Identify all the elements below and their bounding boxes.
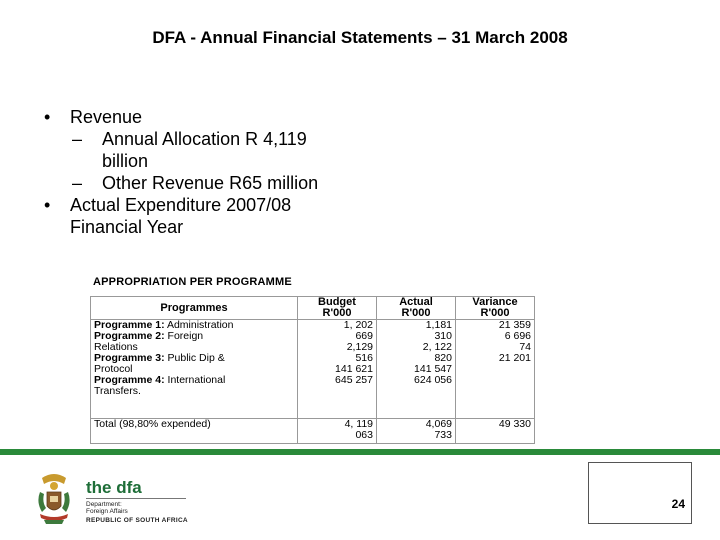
- bullet-dot: •: [44, 195, 51, 215]
- total-actual: 4,069 733: [377, 419, 456, 444]
- department-label: Department: Foreign Affairs: [86, 501, 128, 515]
- sub-bullet-dash: –: [72, 129, 83, 149]
- actual-cell: 1,181 310 2, 122 820 141 547 624 056: [377, 320, 456, 419]
- appropriation-table: [90, 296, 535, 444]
- total-budget: 4, 119 063: [298, 419, 377, 444]
- header-budget: Budget R'000: [298, 297, 377, 320]
- header-actual: Actual R'000: [377, 297, 456, 320]
- logo-divider: [86, 498, 186, 499]
- total-variance: 49 330: [456, 419, 535, 444]
- coat-of-arms-icon: [34, 472, 74, 526]
- sub-bullet-dash: –: [72, 173, 83, 193]
- programmes-cell: Programme 1: Administration Programme 2: Foreign Relations Programme 3: Public Dip & Protocol Programme 4: International Transfers.: [91, 320, 298, 419]
- page-number: 24: [671, 497, 685, 511]
- republic-label: REPUBLIC OF SOUTH AFRICA: [86, 517, 188, 524]
- slide-title: DFA - Annual Financial Statements – 31 March 2008: [152, 28, 568, 47]
- bullet-list: [44, 106, 318, 238]
- variance-cell: 21 359 6 696 74 21 201: [456, 320, 535, 419]
- total-label: Total (98,80% expended): [91, 419, 298, 444]
- page-number-box: [588, 462, 692, 524]
- table-total-row: [91, 419, 535, 444]
- sub-bullet-annual-allocation: – Annual Allocation R 4,119 billion: [72, 129, 307, 171]
- sub-bullet-other-revenue: – Other Revenue R65 million: [72, 173, 319, 193]
- budget-cell: 1, 202 669 2,129 516 141 621 645 257: [298, 320, 377, 419]
- dfa-logo: [30, 470, 190, 530]
- header-programmes: Programmes: [91, 297, 298, 320]
- table-row: [91, 320, 535, 419]
- table-title: APPROPRIATION PER PROGRAMME: [93, 276, 292, 288]
- bullet-revenue: • Revenue: [44, 107, 143, 127]
- header-variance: Variance R'000: [456, 297, 535, 320]
- table-header-row: [91, 297, 535, 320]
- bullet-dot: •: [44, 107, 51, 127]
- footer-divider-bar: [0, 449, 720, 455]
- bullet-expenditure: • Actual Expenditure 2007/08 Financial Year: [44, 195, 292, 237]
- dfa-wordmark: the dfa: [86, 478, 142, 497]
